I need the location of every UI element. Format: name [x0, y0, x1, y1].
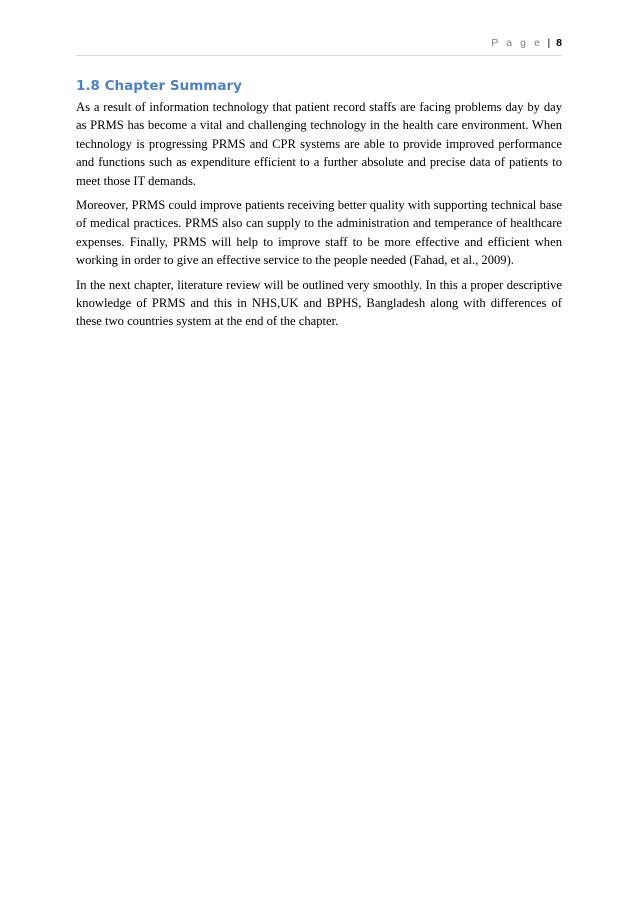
- paragraph-2: Moreover, PRMS could improve patients receiving better quality with supporting technical base of medical practices. PRMS also can supply to the administration and temperance of healthcare expenses. Finally, PRMS will help to improve staff to be more effective and efficient when working in order to give an effective service to the people needed (Fahad, et al., 2009).: [76, 198, 562, 268]
- page-header: [76, 37, 562, 56]
- page-separator: |: [547, 37, 551, 49]
- page-content: [76, 78, 562, 337]
- section-heading: 1.8 Chapter Summary: [76, 78, 242, 94]
- paragraph-3: In the next chapter, literature review will be outlined very smoothly. In this a proper descriptive knowledge of PRMS and this in NHS,UK and BPHS, Bangladesh along with differences of these two countries system at the end of the chapter.: [76, 277, 562, 329]
- paragraph-1: As a result of information technology that patient record staffs are facing problems day by day as PRMS has become a vital and challenging technology in the health care environment. When technology is progressing PRMS and CPR systems are able to provide improved performance and functions such as expenditure efficient to a further absolute and precise data of patients to meet those IT demands.: [76, 100, 562, 188]
- page-number: 8: [556, 37, 562, 49]
- page-label: P a g e: [491, 37, 543, 49]
- page-number-indicator: [491, 37, 562, 49]
